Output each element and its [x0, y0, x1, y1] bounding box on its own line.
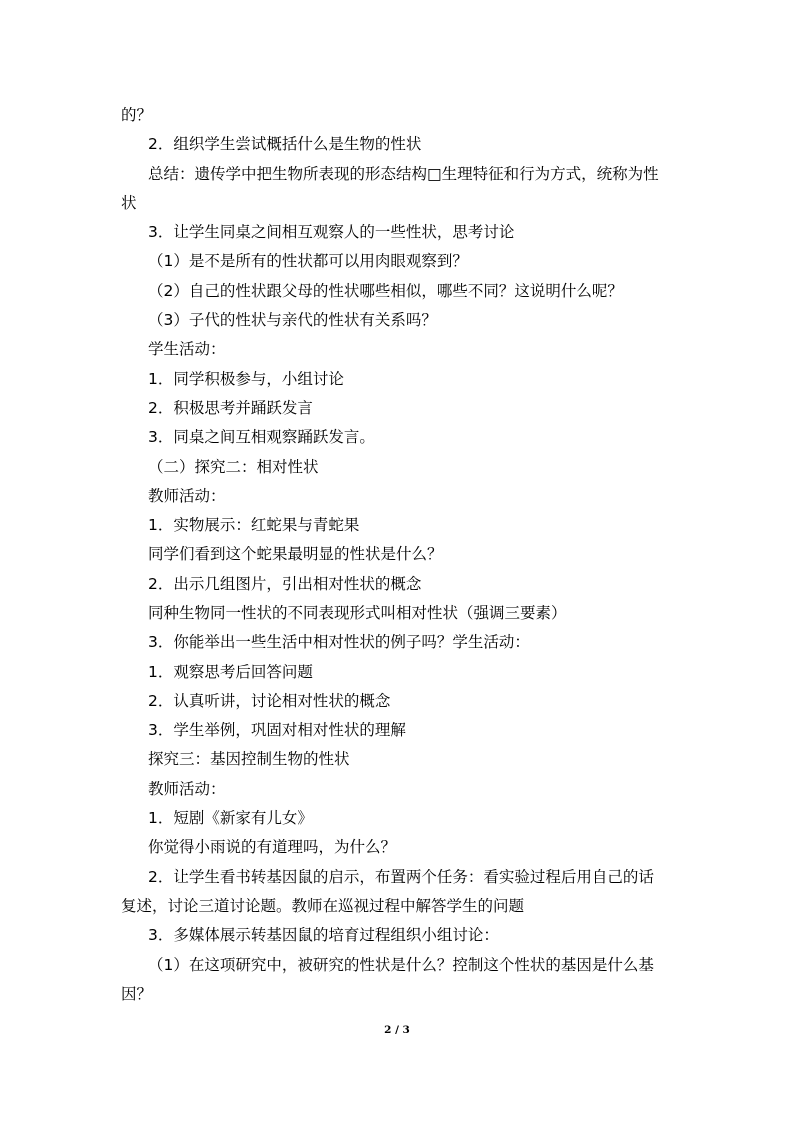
text-line: 2．认真听讲，讨论相对性状的概念 [148, 692, 391, 710]
text-line: 3．多媒体展示转基因鼠的培育过程组织小组讨论： [148, 926, 499, 944]
text-line: 2．组织学生尝试概括什么是生物的性状 [148, 135, 422, 153]
page-number: 2 / 3 [384, 1024, 410, 1036]
text-line: 同种生物同一性状的不同表现形式叫相对性状（强调三要素） [148, 604, 567, 622]
text-line: （1）是不是所有的性状都可以用肉眼观察到？ [148, 252, 468, 270]
text-line: 2．出示几组图片，引出相对性状的概念 [148, 575, 422, 593]
text-line: 探究三：基因控制生物的性状 [148, 750, 350, 768]
text-line: 的？ [121, 106, 153, 124]
text-line: 2．积极思考并踊跃发言 [148, 399, 313, 417]
text-line: 1．短剧《新家有儿女》 [148, 809, 313, 827]
text-line: 同学们看到这个蛇果最明显的性状是什么？ [148, 545, 443, 563]
text-line: 你觉得小雨说的有道理吗，为什么？ [148, 838, 397, 856]
text-line: 3．同桌之间互相观察踊跃发言。 [148, 428, 375, 446]
text-line: 教师活动： [148, 780, 226, 798]
text-line: 复述，讨论三道讨论题。教师在巡视过程中解答学生的问题 [121, 897, 525, 915]
text-line: 1．实物展示：红蛇果与青蛇果 [148, 516, 360, 534]
text-line: 1．观察思考后回答问题 [148, 663, 313, 681]
text-line: 教师活动： [148, 487, 226, 505]
text-line: 1．同学积极参与，小组讨论 [148, 370, 344, 388]
text-line: 3．让学生同桌之间相互观察人的一些性状，思考讨论 [148, 223, 515, 241]
text-line: 总结：遗传学中把生物所表现的形态结构□生理特征和行为方式，统称为性 [148, 165, 659, 183]
text-line: 3．学生举例，巩固对相对性状的理解 [148, 721, 406, 739]
text-line: （3）子代的性状与亲代的性状有关系吗？ [148, 311, 437, 329]
text-line: 学生活动： [148, 340, 226, 358]
text-line: （1）在这项研究中，被研究的性状是什么？控制这个性状的基因是什么基 [148, 956, 654, 974]
text-line: 2．让学生看书转基因鼠的启示，布置两个任务：看实验过程后用自己的话 [148, 868, 654, 886]
text-line: （二）探究二：相对性状 [148, 458, 319, 476]
text-line: （2）自己的性状跟父母的性状哪些相似，哪些不同？这说明什么呢？ [148, 282, 623, 300]
text-line: 3．你能举出一些生活中相对性状的例子吗？学生活动： [148, 633, 530, 651]
text-line: 因？ [121, 985, 153, 1003]
text-line: 状 [121, 194, 137, 212]
